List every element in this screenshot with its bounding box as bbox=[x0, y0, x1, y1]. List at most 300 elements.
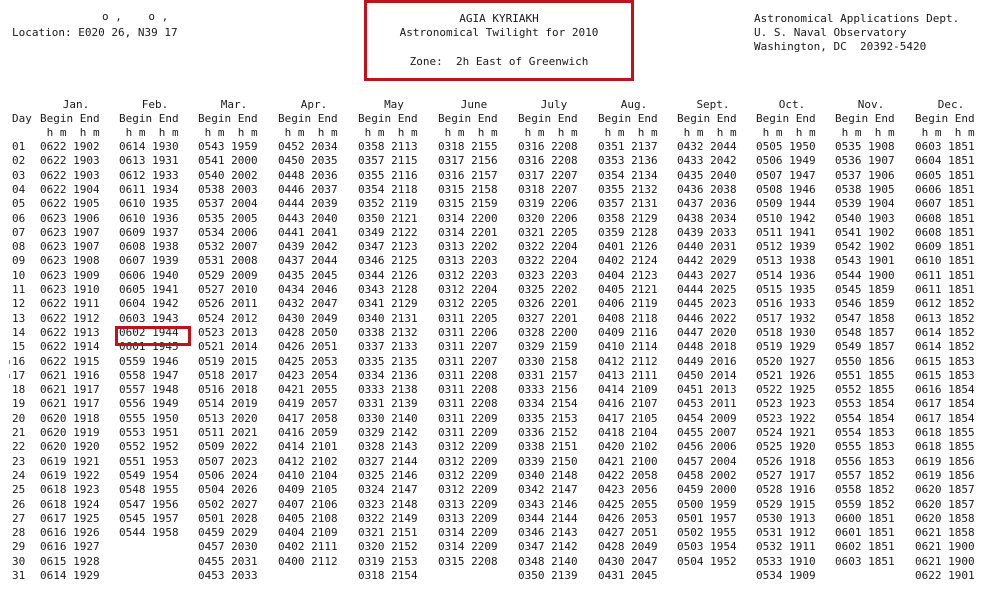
twilight-cell: 0414 2109 bbox=[598, 383, 658, 397]
twilight-cell: 0409 2105 bbox=[278, 483, 338, 497]
begin-end-header: Begin End bbox=[358, 112, 418, 125]
twilight-cell: 0623 1907 bbox=[40, 240, 100, 254]
hm-header: h m h m bbox=[677, 126, 737, 139]
twilight-cell: 0405 2108 bbox=[278, 511, 338, 525]
twilight-cell: 0421 2055 bbox=[278, 383, 338, 397]
twilight-cell: 0620 1858 bbox=[915, 511, 975, 525]
twilight-cell: 0534 2006 bbox=[198, 225, 258, 239]
twilight-cell: 0320 2206 bbox=[518, 211, 578, 225]
twilight-cell: 0344 2126 bbox=[358, 268, 418, 282]
hm-header: h m h m bbox=[278, 126, 338, 139]
twilight-cell: 0318 2207 bbox=[518, 182, 578, 196]
twilight-cell: 0612 1933 bbox=[119, 168, 179, 182]
twilight-cell: 0336 2152 bbox=[518, 426, 578, 439]
twilight-cell: 0620 1857 bbox=[915, 483, 975, 497]
twilight-cell: 0322 2204 bbox=[518, 240, 578, 254]
twilight-cell: 0554 1854 bbox=[835, 411, 895, 425]
twilight-cell: 0621 1916 bbox=[40, 368, 100, 382]
twilight-cell: 0618 1923 bbox=[40, 483, 100, 497]
twilight-cell: 0442 2029 bbox=[677, 254, 737, 268]
twilight-cell: 0322 2149 bbox=[358, 511, 418, 525]
twilight-cell: 0622 1914 bbox=[40, 340, 100, 354]
month-header: Mar. bbox=[220, 98, 248, 111]
twilight-cell: 0606 1940 bbox=[119, 268, 179, 282]
twilight-cell: 0620 1919 bbox=[40, 426, 100, 439]
day-number: 12 bbox=[12, 297, 26, 311]
twilight-cell: 0338 2151 bbox=[518, 440, 578, 454]
twilight-cell: 0450 2014 bbox=[677, 368, 737, 382]
begin-end-header: Begin End bbox=[677, 112, 737, 125]
twilight-cell: 0544 1900 bbox=[835, 268, 895, 282]
twilight-cell: 0406 2119 bbox=[598, 297, 658, 311]
twilight-cell: 0413 2111 bbox=[598, 368, 658, 382]
twilight-cell: 0449 2016 bbox=[677, 354, 737, 368]
twilight-cell: 0548 1857 bbox=[835, 325, 895, 339]
twilight-cell: 0551 1953 bbox=[119, 454, 179, 468]
twilight-cell: 0312 2205 bbox=[438, 297, 498, 311]
twilight-cell: 0604 1942 bbox=[119, 297, 179, 311]
twilight-cell: 0616 1854 bbox=[915, 383, 975, 397]
twilight-cell: 0314 2200 bbox=[438, 211, 498, 225]
day-number: 07 bbox=[12, 225, 26, 239]
twilight-cell: 0559 1946 bbox=[119, 354, 179, 368]
twilight-cell: 0328 2200 bbox=[518, 325, 578, 339]
twilight-cell: 0519 1929 bbox=[756, 340, 816, 354]
twilight-cell: 0549 1954 bbox=[119, 468, 179, 482]
twilight-cell: 0446 2022 bbox=[677, 311, 737, 325]
twilight-cell: 0614 1852 bbox=[915, 325, 975, 339]
twilight-cell: 0541 1902 bbox=[835, 225, 895, 239]
day-number: 02 bbox=[12, 154, 26, 168]
twilight-cell: 0314 2201 bbox=[438, 225, 498, 239]
twilight-cell: 0447 2020 bbox=[677, 325, 737, 339]
twilight-cell: 0315 2158 bbox=[438, 182, 498, 196]
twilight-cell: 0408 2118 bbox=[598, 311, 658, 325]
twilight-cell: 0556 1949 bbox=[119, 397, 179, 411]
twilight-cell: 0621 1917 bbox=[40, 383, 100, 397]
twilight-cell: 0605 1941 bbox=[119, 283, 179, 296]
begin-end-header: Begin End bbox=[756, 112, 816, 125]
twilight-cell: 0321 2205 bbox=[518, 225, 578, 239]
twilight-cell: 0620 1920 bbox=[40, 440, 100, 454]
twilight-cell: 0400 2112 bbox=[278, 554, 338, 568]
day-number: 09 bbox=[12, 254, 26, 268]
twilight-cell: 0423 2054 bbox=[278, 368, 338, 382]
twilight-cell: 0314 2209 bbox=[438, 540, 498, 554]
day-number: 01 bbox=[12, 140, 26, 153]
month-header: Apr. bbox=[300, 98, 328, 111]
twilight-cell: 0313 2209 bbox=[438, 497, 498, 511]
twilight-cell: 0343 2146 bbox=[518, 497, 578, 511]
twilight-cell: 0338 2132 bbox=[358, 325, 418, 339]
org-address: Washington, DC 20392-5420 bbox=[754, 40, 927, 53]
twilight-cell: 0620 1857 bbox=[915, 497, 975, 511]
twilight-cell: 0603 1851 bbox=[835, 554, 895, 568]
twilight-cell: 0517 1932 bbox=[756, 311, 816, 325]
twilight-cell: 0407 2106 bbox=[278, 497, 338, 511]
twilight-cell: 0430 2047 bbox=[598, 554, 658, 568]
twilight-cell: 0312 2203 bbox=[438, 268, 498, 282]
twilight-cell: 0537 1906 bbox=[835, 168, 895, 182]
twilight-cell: 0418 2104 bbox=[598, 426, 658, 439]
day-number: 19 bbox=[12, 397, 26, 411]
twilight-cell: 0337 2133 bbox=[358, 340, 418, 354]
begin-end-header: Begin End bbox=[40, 112, 100, 125]
twilight-cell: 0425 2055 bbox=[598, 497, 658, 511]
twilight-cell: 0527 1917 bbox=[756, 468, 816, 482]
twilight-cell: 0441 2041 bbox=[278, 225, 338, 239]
margin-tick bbox=[9, 360, 14, 364]
twilight-cell: 0312 2209 bbox=[438, 440, 498, 454]
twilight-cell: 0324 2147 bbox=[358, 483, 418, 497]
time-zone: Zone: 2h East of Greenwich bbox=[409, 55, 589, 68]
twilight-cell: 0557 1948 bbox=[119, 383, 179, 397]
twilight-cell: 0551 1855 bbox=[835, 368, 895, 382]
twilight-cell: 0434 2046 bbox=[278, 283, 338, 296]
twilight-cell: 0521 2014 bbox=[198, 340, 258, 354]
month-header: Oct. bbox=[778, 98, 806, 111]
twilight-cell: 0316 2208 bbox=[518, 140, 578, 153]
twilight-cell: 0359 2128 bbox=[598, 225, 658, 239]
twilight-cell: 0516 2018 bbox=[198, 383, 258, 397]
twilight-cell: 0540 2002 bbox=[198, 168, 258, 182]
twilight-cell: 0550 1856 bbox=[835, 354, 895, 368]
twilight-cell: 0438 2034 bbox=[677, 211, 737, 225]
hm-header: h m h m bbox=[438, 126, 498, 139]
twilight-cell: 0453 2011 bbox=[677, 397, 737, 411]
twilight-cell: 0314 2209 bbox=[438, 526, 498, 540]
twilight-cell: 0614 1852 bbox=[915, 340, 975, 354]
day-number: 16 bbox=[12, 354, 26, 368]
twilight-cell: 0453 2033 bbox=[198, 569, 258, 582]
twilight-cell: 0405 2121 bbox=[598, 283, 658, 296]
month-header: June bbox=[460, 98, 488, 111]
twilight-cell: 0621 1900 bbox=[915, 554, 975, 568]
twilight-cell: 0507 2023 bbox=[198, 454, 258, 468]
twilight-cell: 0524 2012 bbox=[198, 311, 258, 325]
twilight-cell: 0402 2111 bbox=[278, 540, 338, 554]
twilight-cell: 0425 2053 bbox=[278, 354, 338, 368]
twilight-cell: 0539 1904 bbox=[835, 197, 895, 211]
twilight-cell: 0608 1851 bbox=[915, 225, 975, 239]
twilight-cell: 0311 2205 bbox=[438, 311, 498, 325]
twilight-cell: 0423 2056 bbox=[598, 483, 658, 497]
twilight-cell: 0527 2010 bbox=[198, 283, 258, 296]
twilight-cell: 0516 1933 bbox=[756, 297, 816, 311]
begin-end-header: Begin End bbox=[119, 112, 179, 125]
twilight-cell: 0611 1851 bbox=[915, 283, 975, 296]
twilight-cell: 0607 1851 bbox=[915, 197, 975, 211]
twilight-cell: 0536 1907 bbox=[835, 154, 895, 168]
twilight-cell: 0349 2122 bbox=[358, 225, 418, 239]
twilight-cell: 0355 2116 bbox=[358, 168, 418, 182]
twilight-cell: 0445 2023 bbox=[677, 297, 737, 311]
twilight-cell: 0404 2109 bbox=[278, 526, 338, 540]
twilight-cell: 0354 2134 bbox=[598, 168, 658, 182]
begin-end-header: Begin End bbox=[915, 112, 975, 125]
twilight-cell: 0558 1852 bbox=[835, 483, 895, 497]
twilight-cell: 0431 2045 bbox=[598, 569, 658, 582]
twilight-cell: 0430 2049 bbox=[278, 311, 338, 325]
twilight-cell: 0514 1936 bbox=[756, 268, 816, 282]
twilight-cell: 0622 1903 bbox=[40, 168, 100, 182]
twilight-cell: 0357 2131 bbox=[598, 197, 658, 211]
twilight-cell: 0503 1954 bbox=[677, 540, 737, 554]
twilight-cell: 0621 1917 bbox=[40, 397, 100, 411]
twilight-cell: 0417 2105 bbox=[598, 411, 658, 425]
twilight-cell: 0454 2009 bbox=[677, 411, 737, 425]
twilight-cell: 0402 2124 bbox=[598, 254, 658, 268]
twilight-cell: 0620 1918 bbox=[40, 411, 100, 425]
twilight-cell: 0455 2031 bbox=[198, 554, 258, 568]
twilight-cell: 0351 2137 bbox=[598, 140, 658, 153]
twilight-cell: 0404 2123 bbox=[598, 268, 658, 282]
twilight-cell: 0526 1918 bbox=[756, 454, 816, 468]
twilight-cell: 0555 1853 bbox=[835, 440, 895, 454]
twilight-cell: 0622 1915 bbox=[40, 354, 100, 368]
twilight-cell: 0455 2007 bbox=[677, 426, 737, 439]
twilight-cell: 0428 2050 bbox=[278, 325, 338, 339]
twilight-cell: 0619 1856 bbox=[915, 468, 975, 482]
day-number: 08 bbox=[12, 240, 26, 254]
twilight-cell: 0456 2006 bbox=[677, 440, 737, 454]
twilight-cell: 0311 2207 bbox=[438, 354, 498, 368]
twilight-cell: 0520 1927 bbox=[756, 354, 816, 368]
twilight-cell: 0502 1955 bbox=[677, 526, 737, 540]
begin-end-header: Begin End bbox=[278, 112, 338, 125]
day-number: 10 bbox=[12, 268, 26, 282]
twilight-cell: 0623 1909 bbox=[40, 268, 100, 282]
twilight-cell: 0602 1851 bbox=[835, 540, 895, 554]
twilight-cell: 0526 2011 bbox=[198, 297, 258, 311]
twilight-cell: 0510 1942 bbox=[756, 211, 816, 225]
twilight-cell: 0320 2152 bbox=[358, 540, 418, 554]
twilight-cell: 0457 2030 bbox=[198, 540, 258, 554]
twilight-cell: 0439 2042 bbox=[278, 240, 338, 254]
day-number: 05 bbox=[12, 197, 26, 211]
twilight-cell: 0518 1930 bbox=[756, 325, 816, 339]
twilight-cell: 0605 1851 bbox=[915, 168, 975, 182]
twilight-cell: 0446 2037 bbox=[278, 182, 338, 196]
twilight-cell: 0311 2208 bbox=[438, 397, 498, 411]
twilight-cell: 0504 1952 bbox=[677, 554, 737, 568]
month-header: Sept. bbox=[696, 98, 730, 111]
twilight-cell: 0340 2131 bbox=[358, 311, 418, 325]
twilight-cell: 0623 1908 bbox=[40, 254, 100, 268]
twilight-cell: 0621 1858 bbox=[915, 526, 975, 540]
twilight-cell: 0613 1852 bbox=[915, 311, 975, 325]
twilight-cell: 0436 2038 bbox=[677, 182, 737, 196]
twilight-cell: 0607 1939 bbox=[119, 254, 179, 268]
twilight-cell: 0323 2203 bbox=[518, 268, 578, 282]
twilight-cell: 0412 2102 bbox=[278, 454, 338, 468]
hm-header: h m h m bbox=[119, 126, 179, 139]
twilight-cell: 0538 2003 bbox=[198, 182, 258, 196]
twilight-cell: 0315 2159 bbox=[438, 197, 498, 211]
twilight-cell: 0318 2155 bbox=[438, 140, 498, 153]
twilight-cell: 0524 1921 bbox=[756, 426, 816, 439]
twilight-cell: 0506 1949 bbox=[756, 154, 816, 168]
twilight-cell: 0513 1938 bbox=[756, 254, 816, 268]
twilight-cell: 0618 1855 bbox=[915, 426, 975, 439]
month-header: July bbox=[540, 98, 568, 111]
month-header: Feb. bbox=[141, 98, 169, 111]
twilight-cell: 0325 2202 bbox=[518, 283, 578, 296]
twilight-cell: 0622 1902 bbox=[40, 140, 100, 153]
twilight-cell: 0606 1851 bbox=[915, 182, 975, 196]
twilight-cell: 0523 1923 bbox=[756, 397, 816, 411]
twilight-cell: 0602 1944 bbox=[119, 325, 179, 339]
twilight-cell: 0611 1851 bbox=[915, 268, 975, 282]
day-number: 26 bbox=[12, 497, 26, 511]
twilight-cell: 0410 2114 bbox=[598, 340, 658, 354]
twilight-cell: 0440 2031 bbox=[677, 240, 737, 254]
twilight-cell: 0417 2058 bbox=[278, 411, 338, 425]
twilight-cell: 0623 1907 bbox=[40, 225, 100, 239]
twilight-cell: 0523 2013 bbox=[198, 325, 258, 339]
day-number: 22 bbox=[12, 440, 26, 454]
day-number: 11 bbox=[12, 283, 26, 296]
twilight-cell: 0432 2047 bbox=[278, 297, 338, 311]
twilight-cell: 0608 1851 bbox=[915, 211, 975, 225]
twilight-cell: 0553 1951 bbox=[119, 426, 179, 439]
twilight-cell: 0508 1946 bbox=[756, 182, 816, 196]
twilight-cell: 0612 1852 bbox=[915, 297, 975, 311]
twilight-cell: 0347 2142 bbox=[518, 540, 578, 554]
twilight-cell: 0531 1912 bbox=[756, 526, 816, 540]
twilight-cell: 0546 1859 bbox=[835, 297, 895, 311]
twilight-cell: 0622 1913 bbox=[40, 325, 100, 339]
twilight-cell: 0545 1859 bbox=[835, 283, 895, 296]
twilight-cell: 0329 2159 bbox=[518, 340, 578, 354]
day-number: 30 bbox=[12, 554, 26, 568]
day-number: 15 bbox=[12, 340, 26, 354]
twilight-cell: 0615 1928 bbox=[40, 554, 100, 568]
twilight-cell: 0316 2157 bbox=[438, 168, 498, 182]
twilight-cell: 0459 2000 bbox=[677, 483, 737, 497]
twilight-cell: 0416 2059 bbox=[278, 426, 338, 439]
twilight-cell: 0514 2019 bbox=[198, 397, 258, 411]
twilight-cell: 0347 2123 bbox=[358, 240, 418, 254]
begin-end-header: Begin End bbox=[835, 112, 895, 125]
twilight-cell: 0312 2209 bbox=[438, 468, 498, 482]
twilight-cell: 0501 2028 bbox=[198, 511, 258, 525]
twilight-cell: 0552 1855 bbox=[835, 383, 895, 397]
twilight-cell: 0358 2113 bbox=[358, 140, 418, 153]
twilight-cell: 0311 2206 bbox=[438, 325, 498, 339]
hm-header: h m h m bbox=[835, 126, 895, 139]
twilight-cell: 0312 2209 bbox=[438, 454, 498, 468]
twilight-cell: 0313 2203 bbox=[438, 254, 498, 268]
twilight-cell: 0542 1902 bbox=[835, 240, 895, 254]
twilight-cell: 0507 1947 bbox=[756, 168, 816, 182]
day-number: 17 bbox=[12, 368, 26, 382]
month-header: Nov. bbox=[857, 98, 885, 111]
twilight-cell: 0341 2129 bbox=[358, 297, 418, 311]
day-number: 31 bbox=[12, 569, 26, 582]
twilight-cell: 0327 2201 bbox=[518, 311, 578, 325]
twilight-cell: 0611 1934 bbox=[119, 182, 179, 196]
location-title: AGIA KYRIAKH bbox=[459, 12, 539, 25]
twilight-cell: 0412 2112 bbox=[598, 354, 658, 368]
twilight-cell: 0617 1854 bbox=[915, 397, 975, 411]
twilight-cell: 0458 2002 bbox=[677, 468, 737, 482]
twilight-cell: 0609 1851 bbox=[915, 240, 975, 254]
twilight-cell: 0328 2143 bbox=[358, 440, 418, 454]
twilight-cell: 0525 1920 bbox=[756, 440, 816, 454]
twilight-cell: 0518 2017 bbox=[198, 368, 258, 382]
twilight-cell: 0502 2027 bbox=[198, 497, 258, 511]
twilight-cell: 0528 1916 bbox=[756, 483, 816, 497]
twilight-cell: 0437 2044 bbox=[278, 254, 338, 268]
twilight-cell: 0316 2208 bbox=[518, 154, 578, 168]
twilight-cell: 0334 2154 bbox=[518, 397, 578, 411]
twilight-cell: 0540 1903 bbox=[835, 211, 895, 225]
twilight-cell: 0419 2057 bbox=[278, 397, 338, 411]
twilight-cell: 0537 2004 bbox=[198, 197, 258, 211]
twilight-cell: 0553 1854 bbox=[835, 397, 895, 411]
org-dept: Astronomical Applications Dept. bbox=[754, 12, 960, 25]
twilight-cell: 0311 2208 bbox=[438, 383, 498, 397]
twilight-cell: 0427 2051 bbox=[598, 526, 658, 540]
twilight-cell: 0622 1904 bbox=[40, 182, 100, 196]
twilight-cell: 0554 1853 bbox=[835, 426, 895, 439]
twilight-cell: 0353 2136 bbox=[598, 154, 658, 168]
day-header: Day bbox=[12, 112, 32, 125]
twilight-cell: 0623 1910 bbox=[40, 283, 100, 296]
hm-header: h m h m bbox=[518, 126, 578, 139]
twilight-cell: 0437 2036 bbox=[677, 197, 737, 211]
twilight-cell: 0444 2039 bbox=[278, 197, 338, 211]
margin-tick bbox=[9, 374, 14, 378]
twilight-cell: 0325 2146 bbox=[358, 468, 418, 482]
twilight-cell: 0346 2143 bbox=[518, 526, 578, 540]
twilight-cell: 0538 1905 bbox=[835, 182, 895, 196]
twilight-cell: 0313 2202 bbox=[438, 240, 498, 254]
day-number: 21 bbox=[12, 426, 26, 439]
twilight-cell: 0315 2208 bbox=[438, 554, 498, 568]
twilight-cell: 0350 2121 bbox=[358, 211, 418, 225]
twilight-cell: 0519 2015 bbox=[198, 354, 258, 368]
twilight-cell: 0608 1938 bbox=[119, 240, 179, 254]
twilight-cell: 0312 2209 bbox=[438, 483, 498, 497]
twilight-cell: 0426 2051 bbox=[278, 340, 338, 354]
twilight-cell: 0428 2049 bbox=[598, 540, 658, 554]
hm-header: h m h m bbox=[198, 126, 258, 139]
twilight-cell: 0623 1906 bbox=[40, 211, 100, 225]
twilight-cell: 0533 1910 bbox=[756, 554, 816, 568]
begin-end-header: Begin End bbox=[438, 112, 498, 125]
twilight-cell: 0619 1921 bbox=[40, 454, 100, 468]
twilight-cell: 0622 1905 bbox=[40, 197, 100, 211]
twilight-cell: 0529 1915 bbox=[756, 497, 816, 511]
twilight-cell: 0610 1851 bbox=[915, 254, 975, 268]
twilight-cell: 0311 2208 bbox=[438, 368, 498, 382]
twilight-cell: 0548 1955 bbox=[119, 483, 179, 497]
twilight-cell: 0547 1858 bbox=[835, 311, 895, 325]
twilight-cell: 0343 2128 bbox=[358, 283, 418, 296]
twilight-cell: 0543 1959 bbox=[198, 140, 258, 153]
twilight-cell: 0559 1852 bbox=[835, 497, 895, 511]
twilight-cell: 0420 2102 bbox=[598, 440, 658, 454]
month-header: Dec. bbox=[937, 98, 965, 111]
twilight-cell: 0416 2107 bbox=[598, 397, 658, 411]
degree-marks: o , o , bbox=[102, 10, 169, 23]
month-header: Aug. bbox=[620, 98, 648, 111]
hm-header: h m h m bbox=[40, 126, 100, 139]
twilight-cell: 0615 1853 bbox=[915, 354, 975, 368]
twilight-cell: 0529 2009 bbox=[198, 268, 258, 282]
